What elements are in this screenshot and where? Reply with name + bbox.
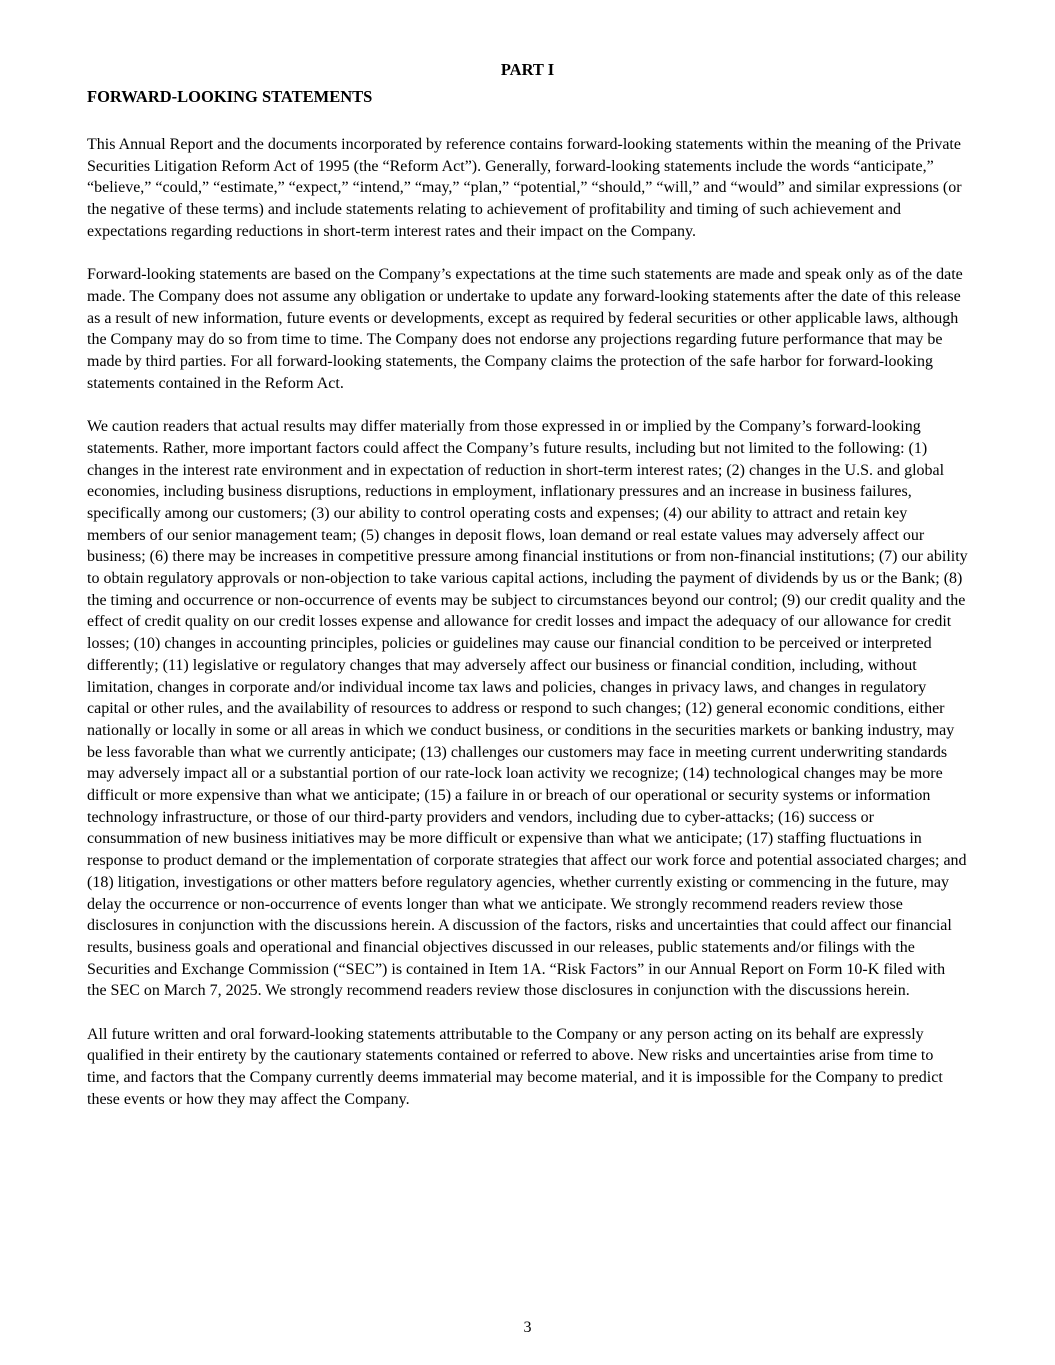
part-heading: PART I <box>500 60 555 79</box>
page-number: 3 <box>523 1319 532 1336</box>
paragraph-4: All future written and oral forward-looking statements attributable to the Company or any person acting on its behalf are expressly qualified in their entirety by the cautionary statements contained or referred to above. New risks and uncertainties arise from time to time, and factors that the Company currently deems immaterial may become material, and it is impossible for the Company to predict these events or how they may affect the Company. <box>87 1025 943 1108</box>
paragraph-2: Forward-looking statements are based on the Company’s expectations at the time such statements are made and speak only as of the date made. The Company does not assume any obligation or undertake to update any forward-looking statements after the date of this release as a result of new information, future events or developments, except as required by federal securities or other applicable laws, although the Company may do so from time to time. The Company does not endorse any projections regarding future performance that may be made by third parties. For all forward-looking statements, the Company claims the protection of the safe harbor for forward-looking statements contained in the Reform Act. <box>87 266 963 392</box>
text-block <box>87 60 968 1111</box>
section-heading: FORWARD-LOOKING STATEMENTS <box>87 87 373 106</box>
paragraph-3: We caution readers that actual results may differ materially from those expressed in or implied by the Company’s forward-looking statements. Rather, more important factors could affect the Company’s future results, including but not limited to the following: (1) changes in the interest rate environment and in expectation of reduction in short-term interest rates; (2) changes in the U.S. and global economies, including business disruptions, reductions in employment, inflationary pressures and an increase in business failures, specifically among our customers; (3) our ability to control operating costs and expenses; (4) our ability to attract and retain key members of our senior management team; (5) changes in deposit flows, loan demand or real estate values may adversely affect our business; (6) there may be increases in competitive pressure among financial institutions or from non-financial institutions; (7) our ability to obtain regulatory approvals or non-objection to take various capital actions, including the payment of dividends by us or the Bank; (8) the timing and occurrence or non-occurrence of events may be subject to circumstances beyond our control; (9) our credit quality and the effect of credit quality on our credit losses expense and allowance for credit losses and impact the adequacy of our allowance for credit losses; (10) changes in accounting principles, policies or guidelines may cause our financial condition to be perceived or interpreted differently; (11) legislative or regulatory changes that may adversely affect our business or financial condition, including, without limitation, changes in corporate and/or individual income tax laws and policies, changes in privacy laws, and changes in regulatory capital or other rules, and the availability of resources to address or respond to such changes; (12) general economic conditions, either nationally or locally in some or all areas in which we conduct business, or conditions in the securities markets or banking industry, may be less favorable than what we currently anticipate; (13) challenges our customers may face in meeting current underwriting standards may adversely impact all or a substantial portion of our rate-lock loan activity we recognize; (14) technological changes may be more difficult or more expensive than what we anticipate; (15) a failure in or breach of our operational or security systems or information technology infrastructure, or those of our third-party providers and vendors, including due to cyber-attacks; (16) success or consummation of new business initiatives may be more difficult or expensive than what we anticipate; (17) staffing fluctuations in response to product demand or the implementation of corporate strategies that affect our work force and potential associated charges; and (18) litigation, investigations or other matters before regulatory agencies, whether currently existing or commencing in the future, may delay the occurrence or non-occurrence of events longer than what we anticipate. We strongly recommend readers review those disclosures in conjunction with the discussions herein. A discussion of the factors, risks and uncertainties that could affect our financial results, business goals and operational and financial objectives discussed in our releases, public statements and/or filings with the Securities and Exchange Commission (“SEC”) is contained in Item 1A. “Risk Factors” in our Annual Report on Form 10-K filed with the SEC on March 7, 2025. We strongly recommend readers review those disclosures in conjunction with the discussions herein. <box>87 418 968 1000</box>
paragraph-1: This Annual Report and the documents incorporated by reference contains forward-looking statements within the meaning of the Private Securities Litigation Reform Act of 1995 (the “Reform Act”). Generally, forward-looking statements include the words “anticipate,” “believe,” “could,” “estimate,” “expect,” “intend,” “may,” “plan,” “potential,” “should,” “will,” and “would” and similar expressions (or the negative of these terms) and include statements relating to achievement of profitability and timing of such achievement and expectations regarding reductions in short-term interest rates and their impact on the Company. <box>87 136 962 240</box>
